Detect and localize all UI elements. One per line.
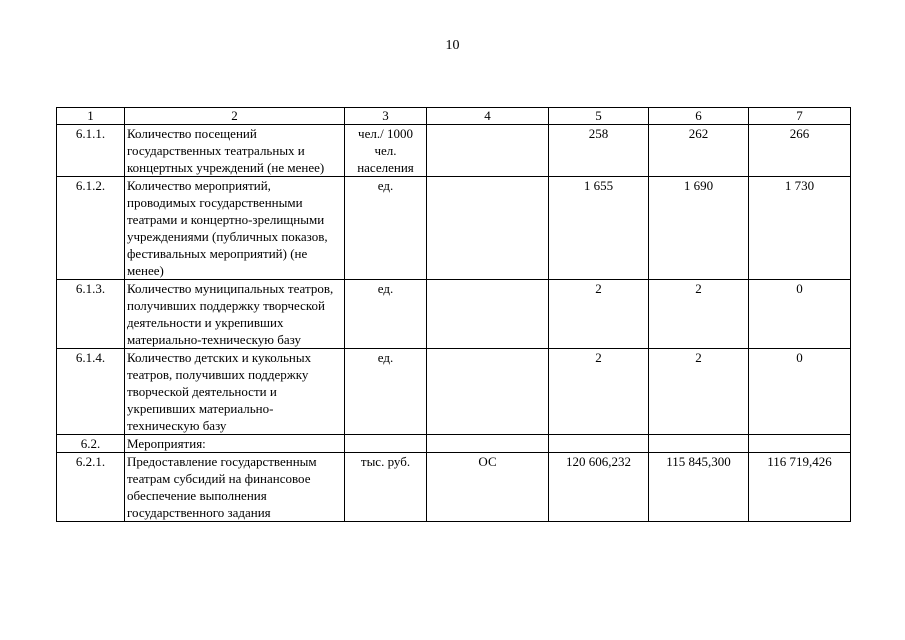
row-value-2: 2: [649, 280, 749, 349]
row-source: [427, 125, 549, 177]
row-name: Количество муниципальных театров, получивших поддержку творческой деятельности и укрепивших материально-техническую базу: [125, 280, 345, 349]
table-row: [57, 177, 851, 280]
row-unit: тыс. руб.: [345, 453, 427, 522]
row-value-3: 0: [749, 280, 851, 349]
table-header-row: [57, 108, 851, 125]
row-unit: ед.: [345, 349, 427, 435]
header-col-2: 2: [125, 108, 345, 125]
row-unit: чел./ 1000 чел. населения: [345, 125, 427, 177]
row-value-3: 266: [749, 125, 851, 177]
row-value-2: 115 845,300: [649, 453, 749, 522]
row-value-2: [649, 435, 749, 453]
indicators-table: [56, 107, 851, 522]
header-col-1: 1: [57, 108, 125, 125]
row-source: [427, 280, 549, 349]
header-col-5: 5: [549, 108, 649, 125]
header-col-4: 4: [427, 108, 549, 125]
table-row: [57, 125, 851, 177]
row-value-2: 262: [649, 125, 749, 177]
row-number: 6.1.2.: [57, 177, 125, 280]
table-row: [57, 280, 851, 349]
row-name: Количество мероприятий, проводимых государственными театрами и концертно-зрелищными учреждениями (публичных показов, фестивальных мероприятий) (не менее): [125, 177, 345, 280]
row-unit: ед.: [345, 177, 427, 280]
row-value-1: [549, 435, 649, 453]
row-unit: [345, 435, 427, 453]
row-source: ОС: [427, 453, 549, 522]
header-col-6: 6: [649, 108, 749, 125]
row-number: 6.1.1.: [57, 125, 125, 177]
page-number: 10: [445, 38, 460, 53]
row-source: [427, 177, 549, 280]
row-name: Предоставление государственным театрам субсидий на финансовое обеспечение выполнения государственного задания: [125, 453, 345, 522]
row-value-1: 258: [549, 125, 649, 177]
row-value-1: 1 655: [549, 177, 649, 280]
row-source: [427, 349, 549, 435]
row-name: Количество детских и кукольных театров, получивших поддержку творческой деятельности и укрепивших материально-техническую базу: [125, 349, 345, 435]
row-value-3: 116 719,426: [749, 453, 851, 522]
table-row: [57, 435, 851, 453]
row-number: 6.2.: [57, 435, 125, 453]
header-col-3: 3: [345, 108, 427, 125]
row-number: 6.1.4.: [57, 349, 125, 435]
row-value-1: 2: [549, 349, 649, 435]
row-value-3: 1 730: [749, 177, 851, 280]
row-value-3: [749, 435, 851, 453]
header-col-7: 7: [749, 108, 851, 125]
row-value-1: 2: [549, 280, 649, 349]
row-name: Количество посещений государственных театральных и концертных учреждений (не менее): [125, 125, 345, 177]
row-value-2: 2: [649, 349, 749, 435]
row-unit: ед.: [345, 280, 427, 349]
row-name: Мероприятия:: [125, 435, 345, 453]
row-number: 6.1.3.: [57, 280, 125, 349]
row-value-2: 1 690: [649, 177, 749, 280]
row-number: 6.2.1.: [57, 453, 125, 522]
table-row: [57, 349, 851, 435]
row-value-3: 0: [749, 349, 851, 435]
row-source: [427, 435, 549, 453]
table-row: [57, 453, 851, 522]
row-value-1: 120 606,232: [549, 453, 649, 522]
